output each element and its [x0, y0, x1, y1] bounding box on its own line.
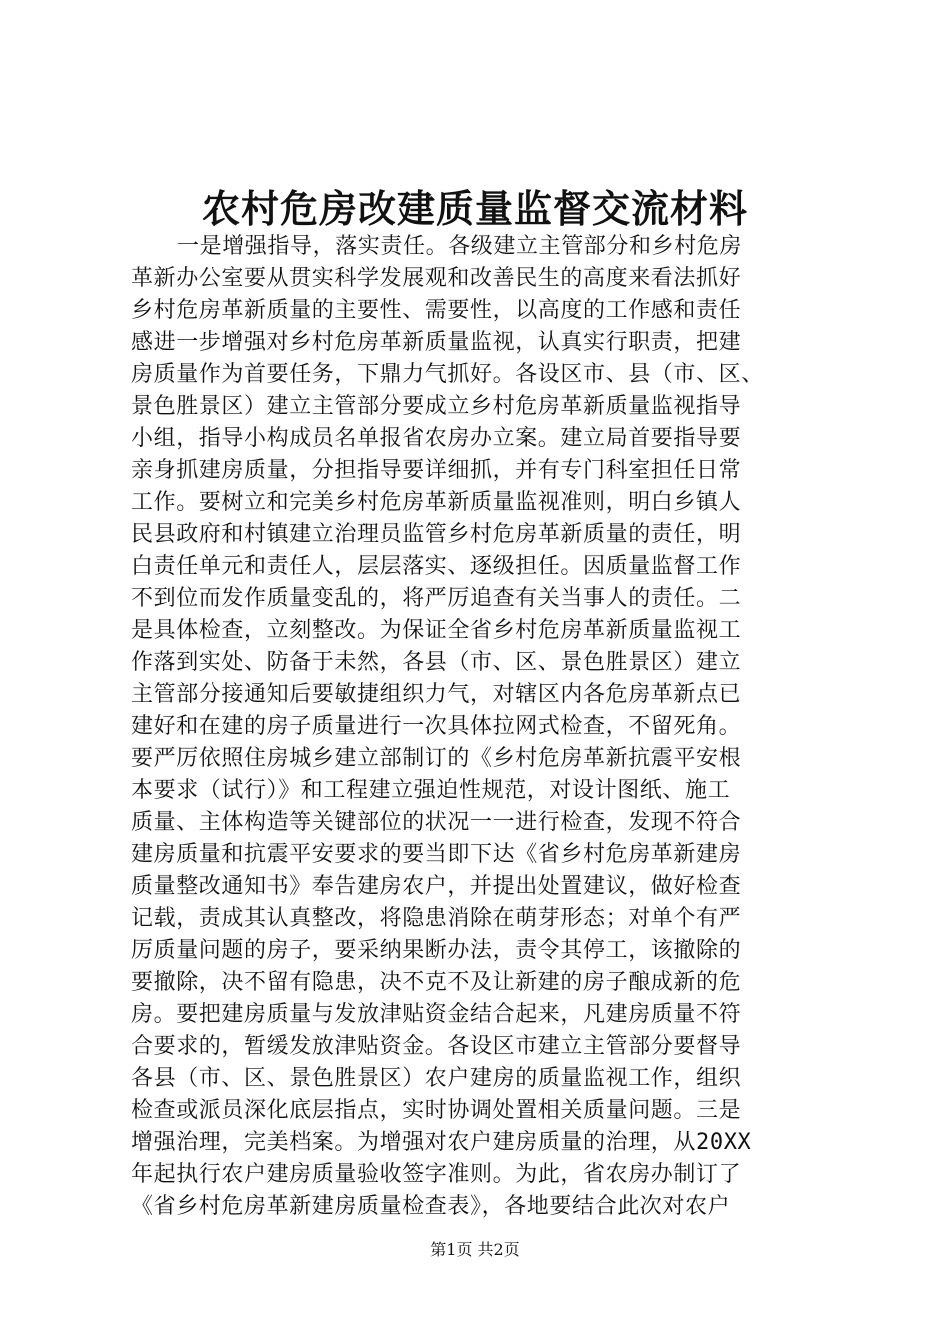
text-line: 革新办公室要从贯实科学发展观和改善民生的高度来看法抓好 — [131, 266, 742, 291]
page-title: 农村危房改建质量监督交流材料 — [201, 186, 748, 231]
text-line: 检查或派员深化底层指点，实时协调处置相关质量问题。三是 — [131, 1098, 742, 1123]
text-line: 感进一步增强对乡村危房革新质量监视，认真实行职责，把建 — [131, 330, 742, 355]
text-line: 亲身抓建房质量，分担指导要详细抓，并有专门科室担任日常 — [131, 458, 742, 483]
text-line: 《省乡村危房革新建房质量检查表》，各地要结合此次对农户 — [131, 1194, 731, 1219]
text-line: 厉质量问题的房子，要采纳果断办法，责令其停工，该撤除的 — [131, 938, 742, 963]
text-line: 记载，责成其认真整改，将隐患消除在萌芽形态；对单个有严 — [131, 906, 742, 931]
page-indicator: 第1页 共2页 — [430, 1240, 520, 1259]
text-line: 工作。要树立和完美乡村危房革新质量监视准则，明白乡镇人 — [131, 490, 742, 515]
text-line: 建房质量和抗震平安要求的要当即下达《省乡村危房革新建房 — [131, 842, 742, 867]
text-line: 是具体检查，立刻整改。为保证全省乡村危房革新质量监视工 — [131, 618, 742, 643]
text-line: 本要求（试行）》和工程建立强迫性规范，对设计图纸、施工 — [131, 778, 731, 803]
text-line: 主管部分接通知后要敏捷组织力气，对辖区内各危房革新点已 — [131, 682, 742, 707]
text-line: 年起执行农户建房质量验收签字准则。为此，省农房办制订了 — [131, 1162, 742, 1187]
text-line: 作落到实处、防备于未然，各县（市、区、景色胜景区）建立 — [131, 650, 742, 675]
page-footer — [0, 1238, 950, 1262]
text-line: 建好和在建的房子质量进行一次具体拉网式检查，不留死角。 — [131, 714, 742, 739]
text-line: 不到位而发作质量变乱的，将严厉追查有关当事人的责任。二 — [131, 586, 742, 611]
text-line: 要撤除，决不留有隐患，决不克不及让新建的房子酿成新的危 — [131, 970, 742, 995]
text-line: 质量整改通知书》奉告建房农户，并提出处置建议，做好检查 — [131, 874, 742, 899]
text-line: 各县（市、区、景色胜景区）农户建房的质量监视工作，组织 — [131, 1066, 742, 1091]
text-line: 增强治理，完美档案。为增强对农户建房质量的治理，从20XX — [131, 1130, 752, 1155]
text-line: 小组，指导小构成员名单报省农房办立案。建立局首要指导要 — [131, 426, 742, 451]
text-line: 景色胜景区）建立主管部分要成立乡村危房革新质量监视指导 — [131, 394, 742, 419]
text-line: 民县政府和村镇建立治理员监管乡村危房革新质量的责任，明 — [131, 522, 742, 547]
text-line: 房质量作为首要任务，下鼎力气抓好。各设区市、县（市、区、 — [131, 362, 764, 387]
text-line: 一是增强指导，落实责任。各级建立主管部分和乡村危房 — [177, 234, 743, 259]
text-line: 合要求的，暂缓发放津贴资金。各设区市建立主管部分要督导 — [131, 1034, 742, 1059]
text-line: 乡村危房革新质量的主要性、需要性，以高度的工作感和责任 — [131, 298, 742, 323]
text-line: 白责任单元和责任人，层层落实、逐级担任。因质量监督工作 — [131, 554, 742, 579]
text-line: 质量、主体构造等关键部位的状况一一进行检查，发现不符合 — [131, 810, 742, 835]
document-body — [131, 231, 831, 1223]
text-line: 房。要把建房质量与发放津贴资金结合起来，凡建房质量不符 — [131, 1002, 742, 1027]
text-line: 要严厉依照住房城乡建立部制订的《乡村危房革新抗震平安根 — [131, 746, 742, 771]
